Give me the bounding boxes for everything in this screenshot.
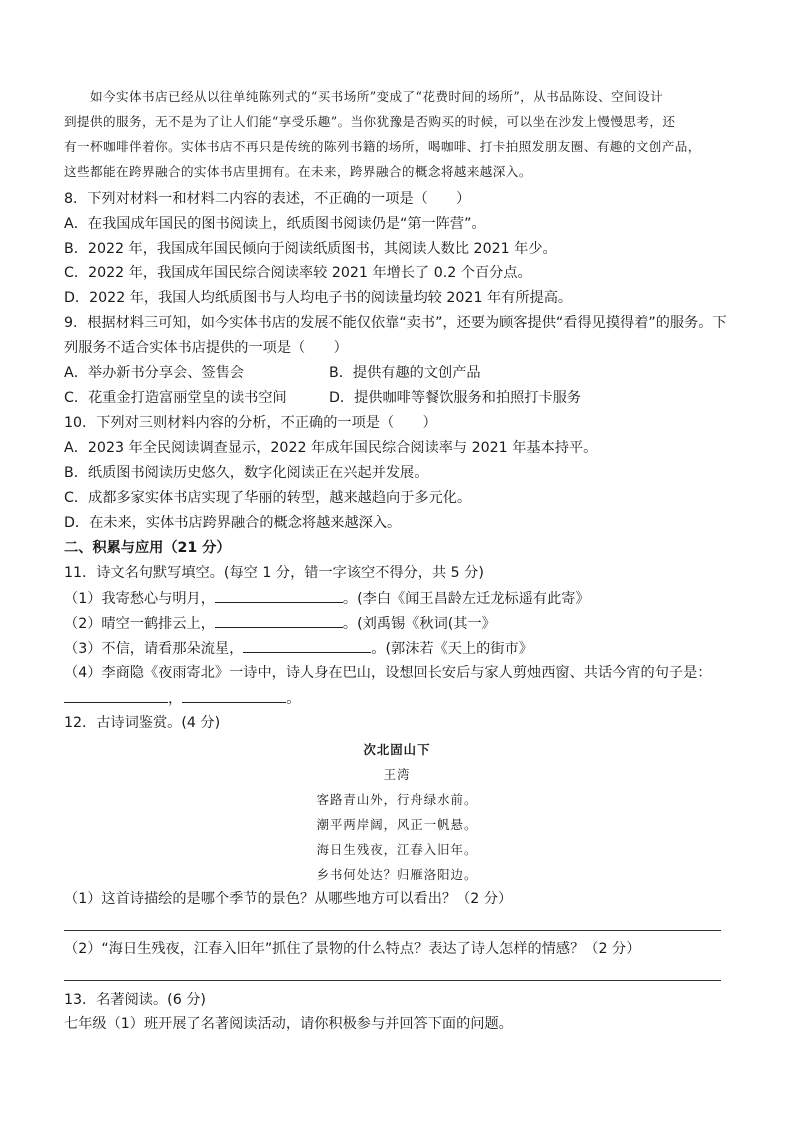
passage-line: 如今实体书店已经从以往单纯陈列式的“买书场所”变成了“花费时间的场所”，从书品陈设、空间设计: [90, 89, 664, 104]
question-10-option-d: D．在未来，实体书店跨界融合的概念将越来越深入。: [64, 515, 402, 531]
section-2-title: 二、积累与应用（21 分）: [64, 540, 231, 556]
passage-line: 这些都能在跨界融合的实体书店里拥有。在未来，跨界融合的概念将越来越深入。: [64, 164, 532, 179]
question-11-item-4: （4）李商隐《夜雨寄北》一诗中，诗人身在巴山，设想回长安后与家人剪烛西窗、共话今宵的句子是：: [64, 665, 712, 681]
answer-line[interactable]: [64, 980, 721, 981]
blank-end: 。: [286, 691, 301, 707]
answer-blank[interactable]: [243, 638, 371, 653]
question-10-stem: 10．下列对三则材料内容的分析，不正确的一项是（ ）: [64, 415, 437, 431]
question-8-option-a: A．在我国成年国民的图书阅读上，纸质图书阅读仍是“第一阵营”。: [64, 216, 486, 232]
question-11-item-4-blanks: [64, 688, 300, 709]
question-11-item-1: [64, 588, 590, 609]
question-9-option-b: B．提供有趣的文创产品: [329, 365, 481, 381]
question-12-sub-2: （2）“海日生残夜，江春入旧年”抓住了景物的什么特点？表达了诗人怎样的情感？（2 分）: [64, 941, 641, 957]
blank-separator: ，: [168, 691, 183, 707]
question-9-option-a: A．举办新书分享会、签售会: [64, 365, 244, 381]
reading-passage: [64, 84, 740, 184]
poem-line: 海日生残夜，江春入旧年。: [316, 842, 478, 857]
item-2-prefix: （2）晴空一鹤排云上，: [64, 616, 215, 632]
answer-blank[interactable]: [182, 688, 286, 703]
question-9-option-c: C．花重金打造富丽堂皇的读书空间: [64, 390, 287, 406]
question-9-stem-cont: 列服务不适合实体书店提供的一项是（ ）: [64, 340, 348, 356]
poem-author: 王湾: [383, 767, 411, 782]
item-2-source: 。(刘禹锡《秋词(其一》: [342, 616, 496, 632]
question-13-intro: 七年级（1）班开展了名著阅读活动，请你积极参与并回答下面的问题。: [64, 1016, 513, 1032]
item-1-prefix: （1）我寄愁心与明月，: [64, 591, 215, 607]
question-12-stem: 12．古诗词鉴赏。(4 分): [64, 715, 221, 731]
question-10-option-a: A．2023 年全民阅读调查显示，2022 年成年国民综合阅读率与 2021 年基本持平。: [64, 440, 598, 456]
answer-line[interactable]: [64, 930, 721, 931]
question-13-stem: 13．名著阅读。(6 分): [64, 992, 206, 1008]
passage-line: 到提供的服务，无不是为了让人们能“享受乐趣”。当你犹豫是否购买的时候，可以坐在沙发上慢慢思考，还: [64, 114, 676, 129]
answer-blank[interactable]: [64, 688, 168, 703]
item-1-source: 。(李白《闻王昌龄左迁龙标遥有此寄》: [342, 591, 590, 607]
question-8-option-c: C．2022 年，我国成年国民综合阅读率较 2021 年增长了 0.2 个百分点。: [64, 265, 532, 281]
question-12-sub-1: （1）这首诗描绘的是哪个季节的景色？从哪些地方可以看出？（2 分）: [64, 891, 513, 907]
passage-line: 有一杯咖啡伴着你。实体书店不再只是传统的陈列书籍的场所，喝咖啡、打卡拍照发朋友圈、有趣的文创产品，: [64, 139, 701, 154]
question-11-stem: 11．诗文名句默写填空。(每空 1 分，错一字该空不得分，共 5 分): [64, 565, 484, 581]
item-3-prefix: （3）不信，请看那朵流星，: [64, 641, 244, 657]
question-11-item-3: [64, 638, 533, 659]
question-9-option-d: D．提供咖啡等餐饮服务和拍照打卡服务: [329, 390, 582, 406]
item-3-source: 。(郭沫若《天上的街市》: [371, 641, 533, 657]
question-11-item-2: [64, 613, 496, 634]
poem-line: 乡书何处达？归雁洛阳边。: [316, 867, 478, 882]
question-8-option-d: D．2022 年，我国人均纸质图书与人均电子书的阅读量均较 2021 年有所提高。: [64, 290, 573, 306]
answer-blank[interactable]: [215, 588, 343, 603]
question-8-option-b: B．2022 年，我国成年国民倾向于阅读纸质图书，其阅读人数比 2021 年少。: [64, 241, 557, 257]
poem-line: 客路青山外，行舟绿水前。: [316, 792, 478, 807]
poem-line: 潮平两岸阔，风正一帆悬。: [316, 817, 478, 832]
poem-title: 次北固山下: [363, 742, 431, 757]
question-10-option-c: C．成都多家实体书店实现了华丽的转型，越来越趋向于多元化。: [64, 490, 472, 506]
question-10-option-b: B．纸质图书阅读历史悠久，数字化阅读正在兴起并发展。: [64, 465, 429, 481]
question-9-stem: 9．根据材料三可知，如今实体书店的发展不能仅依靠“卖书”，还要为顾客提供“看得见摸得着”的服务。下: [64, 315, 727, 331]
answer-blank[interactable]: [215, 613, 343, 628]
question-8-stem: 8．下列对材料一和材料二内容的表述，不正确的一项是（ ）: [64, 191, 471, 207]
